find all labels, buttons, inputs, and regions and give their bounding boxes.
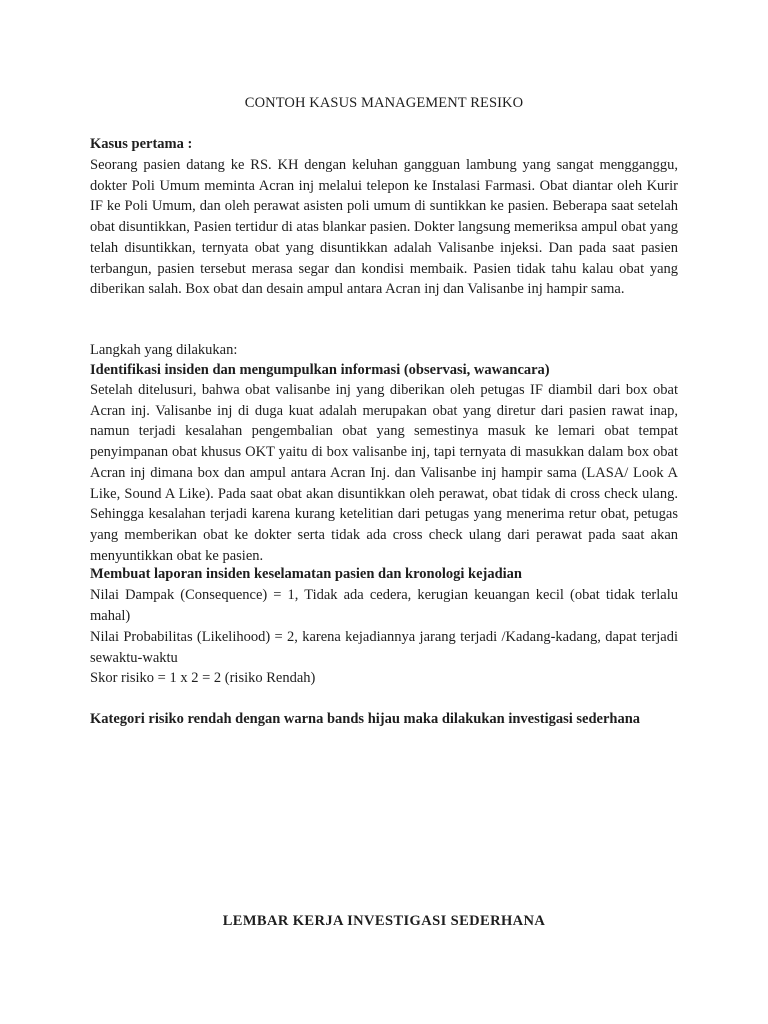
step1-paragraph: Setelah ditelusuri, bahwa obat valisanbe inj yang diberikan oleh petugas IF diambil dari box obat Acran inj. Valisanbe inj di duga kuat adalah merupakan obat yang diretur dari pasien rawat inap, namun terjadi kesalahan pengembalian obat yang semestinya masuk ke lemari obat tempat penyimpanan obat khusus OKT yaitu di box valisanbe inj, tapi ternyata di masukkan dalam box obat Acran inj dimana box dan ampul antara Acran Inj. dan Valisanbe inj hampir sama (LASA/ Look A Like, Sound A Like). Pada saat obat akan disuntikkan oleh perawat, obat tidak di cross check ulang. Sehingga kesalahan terjadi karena kurang ketelitian dari petugas yang menerima retur obat, petugas yang memberikan obat ke dokter serta tidak ada cross check ulang dari perawat pada saat akan menyuntikkan obat ke pasien. — [90, 382, 678, 564]
conclusion-line: Kategori risiko rendah dengan warna bands hijau maka dilakukan investigasi sederhana — [90, 711, 641, 727]
risk-score-line: Skor risiko = 1 x 2 = 2 (risiko Rendah) — [90, 670, 316, 686]
impact-paragraph: Nilai Dampak (Consequence) = 1, Tidak ada cedera, kerugian keuangan kecil (obat tidak terlalu mahal) — [90, 587, 678, 624]
probability-paragraph: Nilai Probabilitas (Likelihood) = 2, karena kejadiannya jarang terjadi /Kadang-kadang, dapat terjadi sewaktu-waktu — [90, 629, 678, 666]
step1-heading: Identifikasi insiden dan mengumpulkan informasi (observasi, wawancara) — [90, 362, 550, 378]
case-paragraph: Seorang pasien datang ke RS. KH dengan keluhan gangguan lambung yang sangat mengganggu, dokter Poli Umum meminta Acran inj melalui telepon ke Instalasi Farmasi. Obat diantar oleh Kurir IF ke Poli Umum, dan oleh perawat asisten poli umum di suntikkan ke pasien. Beberapa saat setelah obat disuntikkan, Pasien tertidur di atas blankar pasien. Dokter langsung memeriksa ampul obat yang telah disuntikkan, ternyata obat yang disuntikkan adalah Valisanbe injeksi. Dan pada saat pasien terbangun, pasien tersebut merasa segar dan kondisi membaik. Pasien tidak tahu kalau obat yang diberikan salah. Box obat dan desain ampul antara Acran inj dan Valisanbe inj hampir sama. — [90, 157, 678, 298]
steps-label: Langkah yang dilakukan: — [90, 342, 238, 358]
case-heading: Kasus pertama : — [90, 136, 193, 152]
step2-heading: Membuat laporan insiden keselamatan pasien dan kronologi kejadian — [90, 566, 522, 582]
document-page — [90, 0, 678, 1024]
document-title: CONTOH KASUS MANAGEMENT RESIKO — [244, 95, 524, 111]
worksheet-title: LEMBAR KERJA INVESTIGASI SEDERHANA — [222, 913, 546, 929]
